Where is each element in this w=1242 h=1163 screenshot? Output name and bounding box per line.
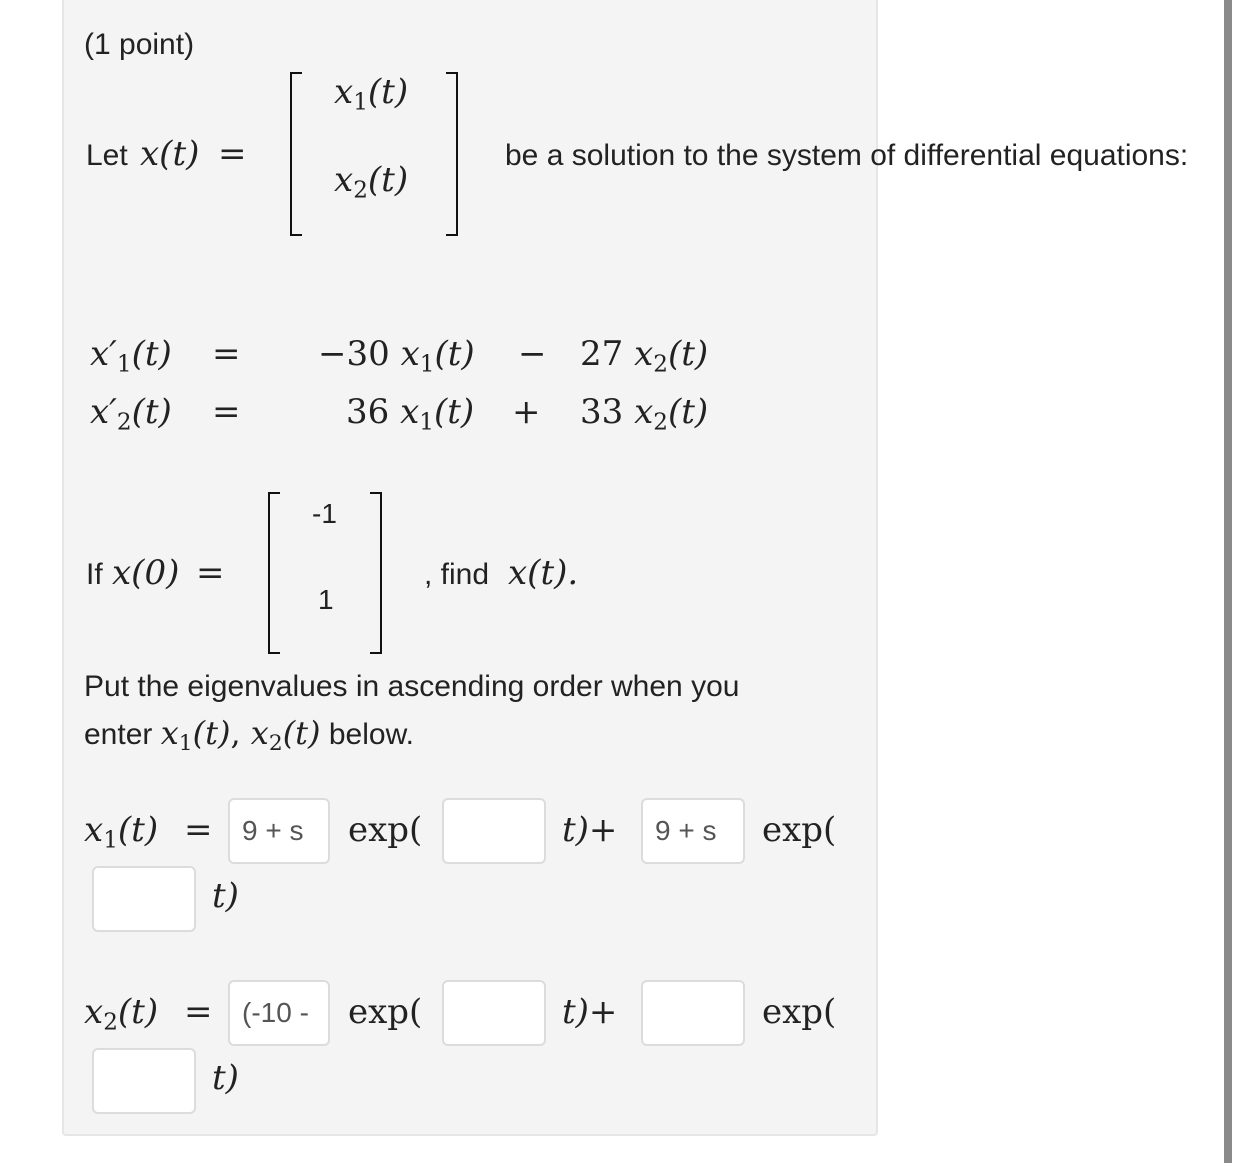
eq2-term1: 36 $x_1(t)$ bbox=[346, 392, 475, 436]
x1-coef1-input[interactable]: 9 + s bbox=[228, 798, 330, 864]
x1-exp2-text: exp( bbox=[762, 810, 837, 850]
x2-coef1-input[interactable]: (-10 - bbox=[228, 980, 330, 1046]
matrix-left-bracket bbox=[290, 72, 302, 236]
x1-coef2-input[interactable]: 9 + s bbox=[641, 798, 745, 864]
matrix-right-bracket bbox=[446, 72, 458, 236]
instruction-line-2: enter $x_1(t)$, $x_2(t)$ below. bbox=[84, 714, 414, 757]
be-solution-text: be a solution to the system of differential equations: bbox=[505, 139, 1189, 172]
x2-exp1-text: exp( bbox=[348, 992, 423, 1032]
eq2-operator: + bbox=[512, 392, 541, 432]
scrollbar[interactable] bbox=[1224, 0, 1232, 1163]
eq1-term1: −30 $x_1(t)$ bbox=[318, 334, 475, 378]
x2-rate2-input[interactable] bbox=[92, 1048, 196, 1114]
points-label: (1 point) bbox=[84, 28, 195, 61]
if-label: If bbox=[86, 558, 103, 591]
eq1-lhs: $x'_1(t)$ bbox=[90, 334, 172, 378]
x2-rate1-input[interactable] bbox=[442, 980, 546, 1046]
x1-t-close: t) bbox=[212, 876, 239, 916]
x-of-t: x(t) bbox=[140, 134, 200, 174]
vector-entry-x1: $x_1(t)$ bbox=[334, 72, 409, 116]
eq1-operator: − bbox=[518, 334, 547, 374]
x2-t-close: t) bbox=[212, 1058, 239, 1098]
eq2-lhs: $x'_2(t)$ bbox=[90, 392, 172, 436]
eq2-term2: 33 $x_2(t)$ bbox=[580, 392, 709, 436]
x1-answer-label: $x_1(t)$ bbox=[84, 810, 159, 854]
initial-left-bracket bbox=[268, 492, 280, 654]
x2-equals: = bbox=[184, 992, 213, 1032]
eq2-equals: = bbox=[212, 392, 241, 432]
find-var: x(t). bbox=[508, 553, 579, 593]
x1-exp1-text: exp( bbox=[348, 810, 423, 850]
let-label: Let bbox=[86, 139, 128, 172]
x1-t-plus: t)+ bbox=[562, 810, 618, 850]
x2-answer-label: $x_2(t)$ bbox=[84, 992, 159, 1036]
initial-right-bracket bbox=[370, 492, 382, 654]
equals-sign: = bbox=[218, 134, 247, 174]
x-of-zero: x(0) bbox=[112, 553, 180, 593]
x1-rate1-input[interactable] bbox=[442, 798, 546, 864]
x1-rate2-input[interactable] bbox=[92, 866, 196, 932]
eq1-equals: = bbox=[212, 334, 241, 374]
find-text: , find bbox=[424, 558, 490, 591]
x2-t-plus: t)+ bbox=[562, 992, 618, 1032]
eq1-term2: 27 $x_2(t)$ bbox=[580, 334, 709, 378]
vector-entry-x2: $x_2(t)$ bbox=[334, 160, 409, 204]
initial-equals: = bbox=[196, 553, 225, 593]
x2-exp2-text: exp( bbox=[762, 992, 837, 1032]
initial-entry-2: 1 bbox=[318, 584, 334, 615]
instruction-line-1: Put the eigenvalues in ascending order when you bbox=[84, 670, 740, 703]
x2-coef2-input[interactable] bbox=[641, 980, 745, 1046]
x1-equals: = bbox=[184, 810, 213, 850]
initial-entry-1: -1 bbox=[312, 498, 337, 529]
